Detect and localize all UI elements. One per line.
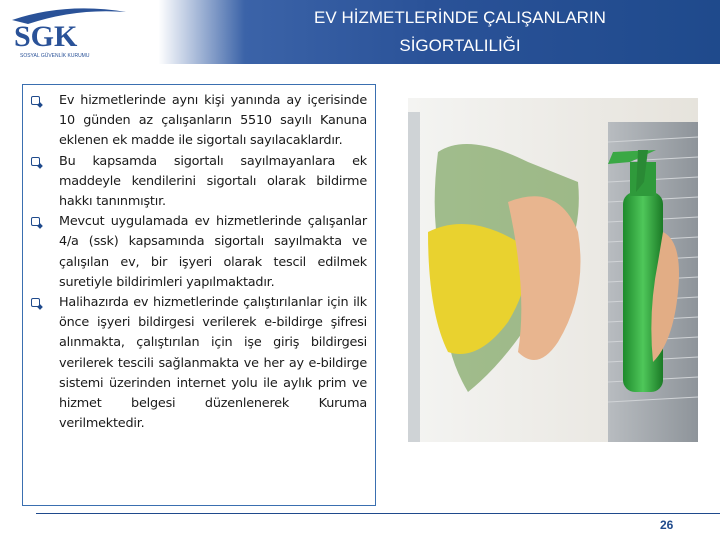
bullet-text: Mevcut uygulamada ev hizmetlerinde çalışanlar 4/a (ssk) kapsamında sigortalı sayılmakta ve çalışılan ev, bir işyeri olarak tescil edilmek suretiyle bildirimleri yapılmaktadır.: [59, 214, 367, 290]
title-line-2: SİGORTALILIĞI: [399, 36, 521, 55]
slide-title: [250, 4, 670, 60]
bullet-text: Bu kapsamda sigortalı sayılmayanlara ek maddeyle kendilerini sigortalı olarak bildirme hakkı tanınmıştır.: [59, 153, 367, 210]
bullet-text: Ev hizmetlerinde aynı kişi yanında ay içerisinde 10 günden az çalışanların 5510 sayılı Kanuna eklenen ek madde ile sigortalı sayılacaklardır.: [59, 93, 367, 149]
cleaning-window-photo: [408, 92, 698, 442]
checkbox-bullet-icon: [31, 96, 40, 105]
bullet-item: [29, 293, 367, 434]
logo-text: SGK: [14, 20, 78, 53]
checkbox-bullet-icon: [31, 217, 40, 226]
sgk-logo: [6, 6, 146, 60]
logo-subtitle: SOSYAL GÜVENLİK KURUMU: [20, 53, 90, 59]
slide-header: [0, 0, 720, 64]
bullet-list: [29, 91, 367, 434]
title-line-1: EV HİZMETLERİNDE ÇALIŞANLARIN: [314, 8, 606, 27]
checkbox-bullet-icon: [31, 298, 40, 307]
content-box: [22, 84, 376, 506]
bullet-text: Halihazırda ev hizmetlerinde çalıştırılanlar için ilk önce işyeri bildirgesi verilerek e-bildirge şifresi alınmakta, çalıştırılan için işe giriş bildirgesi verilerek tescili sağlanmakta ve her ay e-bildirge sistemi üzerinden internet yolu ile aylık prim ve hizmet belgesi düzenlenerek Kuruma verilmektedir.: [59, 295, 367, 432]
footer-divider: [36, 513, 720, 514]
bullet-item: [29, 91, 367, 152]
page-number: 26: [660, 518, 674, 532]
bullet-item: [29, 212, 367, 293]
checkbox-bullet-icon: [31, 157, 40, 166]
bullet-item: [29, 152, 367, 213]
